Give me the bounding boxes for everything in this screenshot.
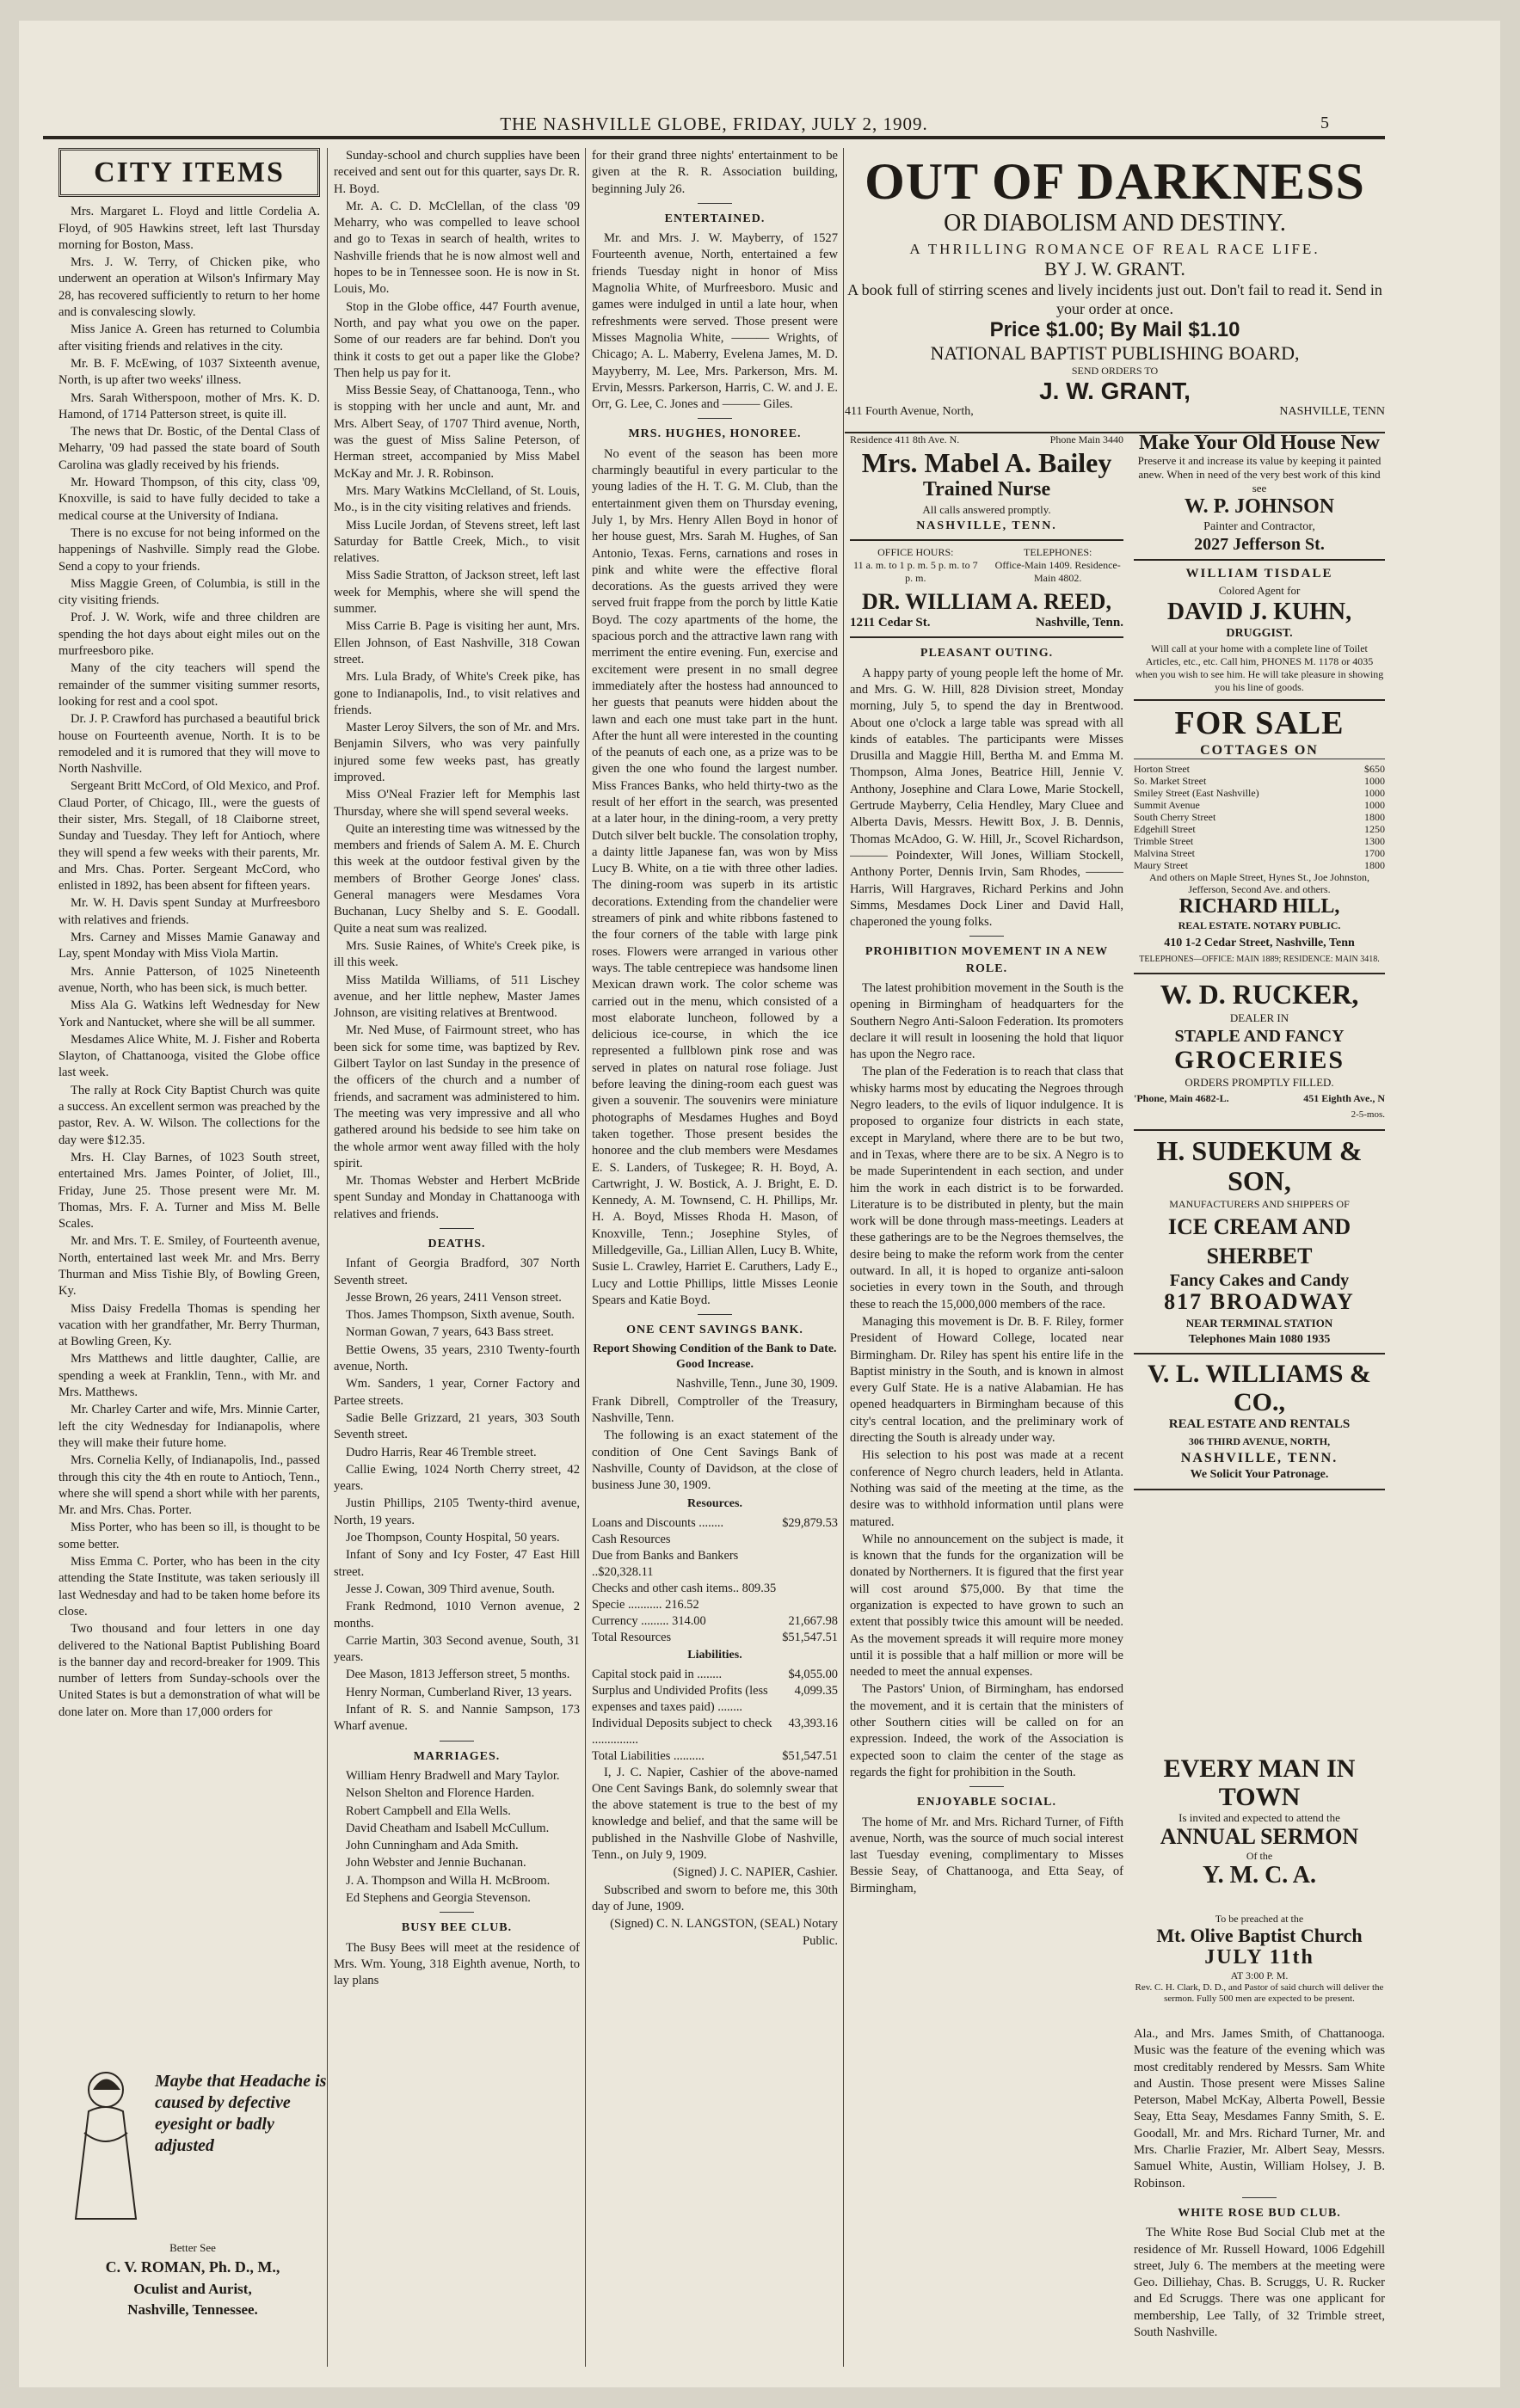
reed-tel: Office-Main 1409. Residence-Main 4802. xyxy=(994,559,1121,585)
williams-addr: 306 THIRD AVENUE, NORTH, xyxy=(1188,1434,1331,1447)
local-item: Miss Lucile Jordan, of Stevens street, left last Saturday for Battle Creek, Mich., to visit relatives. xyxy=(334,518,580,566)
local-item: Stop in the Globe office, 447 Fourth avenue, North, and pay what you owe on the paper. Some of our readers are far behind. Don't you think it costs to get out a paper like the Globe? Then help us pay for it. xyxy=(334,299,580,380)
house-name: W. P. JOHNSON xyxy=(1184,495,1335,519)
rucker-name: W. D. RUCKER, xyxy=(1160,979,1359,1010)
city-item: Miss Emma C. Porter, who has been in the city attending the State Institute, was taken seriously ill last Wednesday and had to be taken home before its close. xyxy=(58,1555,320,1619)
separator xyxy=(698,418,732,419)
marriages-list xyxy=(334,1768,580,1907)
book-address-row xyxy=(845,405,1385,419)
kuhn-trade: DRUGGIST. xyxy=(1226,627,1293,641)
death-notice: Dee Mason, 1813 Jefferson street, 5 months. xyxy=(346,1668,570,1682)
rucker-contact-row xyxy=(1134,1090,1385,1107)
listing-row-value: 1800 xyxy=(1364,858,1385,871)
masthead: THE NASHVILLE GLOBE, FRIDAY, JULY 2, 1909. xyxy=(500,114,928,134)
book-author: BY J. W. GRANT. xyxy=(1044,258,1185,280)
marriage-notice: John Webster and Jennie Buchanan. xyxy=(346,1856,526,1870)
column-three xyxy=(592,148,838,2367)
city-item: Miss Daisy Fredella Thomas is spending her vacation with her grandfather, Mr. Berry Thurman, at Bowling Green, Ky. xyxy=(58,1301,320,1349)
book-address: 411 Fourth Avenue, North, xyxy=(845,405,974,418)
article-paragraph: His selection to his post was made at a recent conference of Negro church leaders, held in Atlanta. Nothing was said of the meeting at the time, as the desire was to withhold information until plans were matured. xyxy=(850,1448,1123,1529)
busybee-text: The Busy Bees will meet at the residence of Mrs. Wm. Young, 318 Eighth avenue, North, to lay plans xyxy=(334,1940,580,1988)
local-item: Miss Carrie B. Page is visiting her aunt, Mrs. Ellen Johnson, of East Nashville, 318 Cowan street. xyxy=(334,619,580,666)
article-paragraph: Managing this movement is Dr. B. F. Riley, former President of Howard College, located near Birmingham. Dr. Riley has spent his entire life in the Baptist ministry in the South, and is known in almost every Gulf State. He is a native Alabamian. He has opened headquarters in Birmingham because of this city's central location, and the preliminary work of directing the South is already under way. xyxy=(850,1314,1123,1446)
prohibition-heading: PROHIBITION MOVEMENT IN A NEW ROLE. xyxy=(865,945,1109,975)
resource-row-value xyxy=(782,1581,838,1597)
listing-row-label: Smiley Street (East Nashville) xyxy=(1134,786,1259,799)
death-notice: Frank Redmond, 1010 Vernon avenue, 2 months. xyxy=(334,1600,580,1631)
listing-row-value: 1700 xyxy=(1364,846,1385,859)
bailey-role: Trained Nurse xyxy=(922,478,1051,501)
resource-row xyxy=(592,1597,838,1613)
book-send: SEND ORDERS TO xyxy=(1071,365,1159,377)
death-notice: Callie Ewing, 1024 North Cherry street, 42 years. xyxy=(334,1462,580,1494)
listing-row xyxy=(1134,835,1385,847)
article-paragraph: While no announcement on the subject is made, it is known that the funds for the organization will be donated by Northerners. It is figured that the first year will cost around $75,000. By that time the organization is expected to have grown to such an extent that possibly twice this amount will be needed. As the movement spreads it will require more money until it is possible that a half million or more will be needed to meet the annual expenses. xyxy=(850,1532,1123,1680)
roman-ad-title: Oculist and Aurist, xyxy=(133,2281,252,2297)
col3-lead: for their grand three nights' entertainment to be given at the R. R. Association building, beginning July 26. xyxy=(592,149,838,196)
roman-oculist-ad xyxy=(58,2064,327,2343)
city-item: Mesdames Alice White, M. J. Fisher and Roberta Slayton, of Chattanooga, visited the Globe office last week. xyxy=(58,1032,320,1080)
resource-row-label: Specie ........... 216.52 xyxy=(592,1597,699,1612)
city-item: The news that Dr. Bostic, of the Dental Class of Meharry, '09 had passed the state board of South Carolina was gladly received by his friends. xyxy=(58,425,320,472)
article-paragraph: The plan of the Federation is to reach that class that whisky harms most by educating the Negroes through Negro leaders, to the evils of liquor indulgence. It is proposed to organize four districts in each state, except in Maryland, where there are to be but two, and in Texas, where there are to be six. A Negro is to be made Superintendent in each section, and under him the work in each district is to be forwarded. Literature is to be distributed in plenty, but the main work will be done through mass-meetings. Leaders at these gatherings are to be the Negroes themselves, the desire being to make the reform work from the center outward. In all, it is hoped to organize anti-saloon societies in every town in the South, and through these to reach the 15,000,000 members of the race. xyxy=(850,1065,1123,1312)
listing-row-value: 1300 xyxy=(1364,834,1385,847)
listing-row xyxy=(1134,787,1385,799)
social-heading: ENJOYABLE SOCIAL. xyxy=(917,1796,1056,1809)
marriage-notice: William Henry Bradwell and Mary Taylor. xyxy=(346,1768,560,1783)
listings-note: And others on Maple Street, Hynes St., Joe Johnston, Jefferson, Second Ave. and others. xyxy=(1149,870,1369,895)
local-item: Mr. Thomas Webster and Herbert McBride spent Sunday and Monday in Chattanooga with relatives and friends. xyxy=(334,1174,580,1221)
liability-row-value: $51,547.51 xyxy=(782,1748,838,1763)
reed-ad xyxy=(850,541,1123,638)
sudekum-near: NEAR TERMINAL STATION xyxy=(1185,1316,1333,1330)
masthead-rule xyxy=(43,136,1385,139)
liability-row-label: Individual Deposits subject to check ............... xyxy=(592,1716,772,1747)
liability-row-label: Total Liabilities .......... xyxy=(592,1748,705,1763)
city-item: Miss Janice A. Green has returned to Columbia after visiting friends and relatives in the city. xyxy=(58,322,320,353)
book-tagline: A THRILLING ROMANCE OF REAL RACE LIFE. xyxy=(909,241,1320,257)
bank-report-title: Report Showing Condition of the Bank to Date. Good Increase. xyxy=(593,1342,837,1372)
ymca-church: Mt. Olive Baptist Church xyxy=(1156,1925,1363,1946)
book-subtitle: OR DIABOLISM AND DESTINY. xyxy=(944,210,1286,236)
ymca-ad xyxy=(1134,1754,1385,1913)
reed-address-row xyxy=(850,615,1123,631)
liabilities-heading: Liabilities. xyxy=(687,1648,742,1662)
city-item: Mrs. H. Clay Barnes, of 1023 South street, entertained Mrs. James Pointer, of Joliet, Ill., Friday, June 25. Those present were Mr. M. Thomas, Mrs. F. A. Turner and Miss M. Belle Scales. xyxy=(58,1150,320,1232)
roman-ad-name: C. V. ROMAN, Ph. D., M., xyxy=(105,2258,280,2276)
house-trade: Painter and Contractor, xyxy=(1203,519,1315,533)
death-notice: Justin Phillips, 2105 Twenty-third avenue, North, 19 years. xyxy=(334,1496,580,1527)
local-item: Sunday-school and church supplies have been received and sent out for this quarter, says Dr. R. H. Boyd. xyxy=(334,149,580,196)
listing-row-label: South Cherry Street xyxy=(1134,810,1216,823)
sudekum-ice: ICE CREAM AND SHERBET xyxy=(1167,1214,1351,1269)
resource-row-label: Currency ......... 314.00 xyxy=(592,1613,706,1628)
city-item: The rally at Rock City Baptist Church was quite a success. An excellent sermon was preached by the pastor, Rev. A. W. Wilson. The collections for the day were $12.35. xyxy=(58,1083,320,1147)
liability-row-value: 43,393.16 xyxy=(788,1716,838,1730)
cottages-label: COTTAGES ON xyxy=(1134,742,1385,759)
city-item: Prof. J. W. Work, wife and three children are spending the hot days about eight miles out on the murfreesboro pike. xyxy=(58,611,320,659)
listing-row xyxy=(1134,847,1385,859)
city-item: Two thousand and four letters in one day delivered to the National Baptist Publishing Board is the banner day and record-breaker for 1909. This number of letters from Sunday-schools over the United States is but a demonstration of what will be done later on. More than 17,000 orders for xyxy=(58,1622,320,1719)
hill-tel: TELEPHONES—OFFICE: MAIN 1889; RESIDENCE: MAIN 3418. xyxy=(1139,954,1380,964)
roman-ad-headline: Maybe that Headache is caused by defective eyesight or badly adjusted xyxy=(155,2072,327,2155)
social-text: The home of Mr. and Mrs. Richard Turner, of Fifth avenue, North, was the source of much social interest last Tuesday evening, complimentary to Misses Bessie Seay, of Chattanooga, and Etta Seay, of Birmingham, xyxy=(850,1815,1123,1895)
city-item: Mr. and Mrs. T. E. Smiley, of Fourteenth avenue, North, entertained last week Mr. and Mrs. Berry Thurman and Miss Tishie Bly, of Bowling Green, Ky. xyxy=(58,1234,320,1299)
book-price: Price $1.00; By Mail $1.10 xyxy=(989,318,1240,341)
resource-row-label: Due from Banks and Bankers ..$20,328.11 xyxy=(592,1548,739,1579)
city-item: Sergeant Britt McCord, of Old Mexico, and Prof. Claud Porter, of Chicago, Ill., were the guests of their sister, Mrs. Stegall, of 18 Claiborne street, Sunday and Tuesday. They left for Antioch, where they will spend a few weeks with their parents, Mr. and Mrs. Chas. Porter. Sergeant McCord, who enlisted in 1892, has been absent for fifteen years. xyxy=(58,779,320,894)
resource-row xyxy=(592,1515,838,1532)
city-item: Many of the city teachers will spend the remainder of the summer visiting summer resorts, looking for rest and a cool spot. xyxy=(58,661,320,709)
separator xyxy=(698,1314,732,1315)
resource-row xyxy=(592,1630,838,1646)
marriage-notice: J. A. Thompson and Willa H. McBroom. xyxy=(346,1873,551,1888)
rucker-ad xyxy=(1134,974,1385,1130)
ymca-annual: ANNUAL SERMON xyxy=(1160,1824,1359,1849)
rucker-note: ORDERS PROMPTLY FILLED. xyxy=(1185,1075,1334,1089)
article-paragraph: The latest prohibition movement in the South is the opening in Birmingham of headquarters for the Southern Negro Anti-Saloon Federation. Its promoters declare it will result in loosening the hold that liquor has upon the Negro race. xyxy=(850,981,1123,1062)
marriage-notice: Robert Campbell and Ella Wells. xyxy=(346,1803,511,1818)
local-item: Mr. A. C. D. McClellan, of the class '09 Meharry, who was compelled to leave school and go to Texas in search of health, writes to Nashville friends that he is now almost well and hopes to be in Tennessee soon. He is now in St. Louis, Mo. xyxy=(334,199,580,297)
marriage-notice: David Cheatham and Isabell McCullum. xyxy=(346,1821,550,1835)
city-items-list xyxy=(58,204,320,1721)
prohibition-article xyxy=(850,980,1123,1781)
bailey-phone: Phone Main 3440 xyxy=(1049,433,1123,445)
death-notice: Norman Gowan, 7 years, 643 Bass street. xyxy=(346,1325,554,1340)
roman-ad-place: Nashville, Tennessee. xyxy=(127,2301,258,2318)
death-notice: Carrie Martin, 303 Second avenue, South, 31 years. xyxy=(334,1633,580,1665)
book-agent: J. W. GRANT, xyxy=(1039,378,1191,404)
resources-heading: Resources. xyxy=(687,1496,742,1510)
resource-row-label: Loans and Discounts ........ xyxy=(592,1515,724,1530)
liability-row-label: Surplus and Undivided Profits (less expenses and taxes paid) ........ xyxy=(592,1683,768,1714)
death-notice: Sadie Belle Grizzard, 21 years, 303 South Seventh street. xyxy=(334,1410,580,1442)
bailey-city: NASHVILLE, TENN. xyxy=(916,519,1057,533)
column-rule xyxy=(843,148,844,2367)
williams-trade: REAL ESTATE AND RENTALS xyxy=(1168,1417,1351,1432)
reed-city: Nashville, Tenn. xyxy=(1035,616,1123,630)
death-notice: Thos. James Thompson, Sixth avenue, South. xyxy=(346,1308,575,1323)
house-addr: 2027 Jefferson St. xyxy=(1194,535,1325,555)
woman-illustration-icon xyxy=(58,2064,153,2227)
outing-text: A happy party of young people left the home of Mr. and Mrs. G. W. Hill, 828 Division street, Monday morning, July 5, to spend the day in Brentwood. About one o'clock a large table was spread with all kinds of eatables. The participants were Misses Drusilla and Maggie Hill, Bertha M. and Emma M. Thompson, Alma Jones, Beatrice Hill, Jennie V. Anthony, Josephine and Clara Lowe, Marie Stockell, Gertrude Mayberry, Celia Hendley, Mary Cluee and Alberta Davis, Messrs. Hewitt Box, J. B. Dennis, Thomas McAdoo, G. W. Hill, Jr., Scovel Richardson, ——— Poindexter, Will Jones, William Stockell, Anthony Porter, Dennis Irvin, Sam Rhodes, ——— Harris, Will Hargraves, Richard Perkins and John Simms, Mesdames Dock Liner and David Hall, chaperoned the young folks. xyxy=(850,666,1123,930)
col2-items xyxy=(334,148,580,1223)
bank-dateline: Nashville, Tenn., June 30, 1909. xyxy=(675,1377,838,1391)
resource-row-value: 21,667.98 xyxy=(788,1613,838,1628)
listing-row xyxy=(1134,763,1385,775)
bailey-ad xyxy=(850,427,1123,541)
hill-ad xyxy=(1134,701,1385,974)
kuhn-name: DAVID J. KUHN, xyxy=(1166,598,1352,625)
death-notice: Jesse Brown, 26 years, 2411 Venson street. xyxy=(346,1290,562,1305)
liability-row xyxy=(592,1716,838,1748)
busybee-heading: BUSY BEE CLUB. xyxy=(401,1921,513,1935)
sudekum-addr: 817 BROADWAY xyxy=(1164,1289,1355,1315)
city-item: Mr. W. H. Davis spent Sunday at Murfreesboro with relatives and friends. xyxy=(58,896,320,927)
separator xyxy=(698,203,732,204)
listing-row-value: 1000 xyxy=(1364,786,1385,799)
williams-note: We Solicit Your Patronage. xyxy=(1190,1468,1329,1482)
hill-name: RICHARD HILL, xyxy=(1178,894,1340,918)
book-pitch: A book full of stirring scenes and lively incidents just out. Don't fail to read it. Send in your order at once. xyxy=(847,281,1382,317)
liability-row xyxy=(592,1683,838,1716)
bank-sworn: Subscribed and sworn to before me, this 30th day of June, 1909. xyxy=(592,1883,838,1914)
roman-ad-see: Better See xyxy=(169,2241,216,2254)
resources-table xyxy=(592,1515,838,1646)
death-notice: Infant of Georgia Bradford, 307 North Seventh street. xyxy=(334,1256,580,1287)
rucker-hours: 2-5-mos. xyxy=(1351,1109,1385,1121)
house-title: Make Your Old House New xyxy=(1138,432,1380,454)
separator xyxy=(1242,2197,1277,2198)
city-item: Mrs Matthews and little daughter, Callie, are spending a week at Franklin, Tenn., with Mr. and Mrs. Matthews. xyxy=(58,1352,320,1400)
hughes-text: No event of the season has been more charmingly beautiful in every particular to the young ladies of the H. T. G. M. Club, than the entertainment given them on Thursday evening, July 1, by Mrs. Henry Allen Boyd in honor of her house guest, Mrs. Sarah M. Hughes, of San Antonio, Texas. Ferns, carnations and roses in pink and white were the effective floral decorations. As the guests arrived they were served fruit frappe from the porch by little Katie Boyd. The cozy apartments of the home, the spacious porch and the attractive lawn rang with merriment the entire evening. Fun, exercise and excitement were present in no small degree immediately after the hostess had announced to her guests that peanuts were hidden about the lawn and each one must take part in the hunt. After the hunt all were interested in the counting of the peanuts of each one, as a prize was to be given the one who found the largest number. Miss Frances Banks, who held thirty-two as the result of her effort in the search, was presented at a later hour, in the dining-room, a very pretty Dutch silver belt buckle. The consolation trophy, a dainty little Japanese fan, was won by Miss Lucy B. White, on a tie with three other ladies. The dining-room was superb in its artistic decorations. Extending from the chandelier were streamers of pink and white ribbons fastened to the four corners of the table with large pink roses. Flowers were arranged in various other ways. The table centrepiece was handsome linen Mexican drawn work. The color scheme was carried out in the menu, which consisted of a most elaborate luncheon, followed by a delicious ice-course, in which the ice represented a fullblown pink rose and was served in plates on natural rose foliage. Just before leaving the dining-room each guest was given a souvenir. The souvenirs were miniature photographs of Mesdames Hughes and Boyd taken together. Those present besides the honoree and the club members were Mesdames E. S. Landers, of Tuskegee; R. H. Boyd, A. Cartwright, J. W. Bostick, A. J. Bright, E. D. Kennedy, A. M. Townsend, C. H. Phillips, Mr. H. A. Boyd, Misses Rhoda H. Mason, of Knoxville, Tenn.; Josephine Styles, of Milledgeville, Ga., Lillian Allen, Lucy B. White, Susie L. Crawley, Harriet E. Caruthers, Lady E., Lucy and Lottie Phillips, little Misses Leonie Spears and Katie Boyd. xyxy=(592,446,838,1307)
forsale-title: FOR SALE xyxy=(1174,704,1345,741)
listing-row-value: $650 xyxy=(1364,762,1385,775)
rucker-dealer: DEALER IN xyxy=(1229,1011,1289,1025)
listing-row-value: 1000 xyxy=(1364,798,1385,811)
marriage-notice: John Cunningham and Ada Smith. xyxy=(346,1839,519,1853)
reed-hours-label: OFFICE HOURS: xyxy=(877,546,954,559)
tisdale-role: Colored Agent for xyxy=(1218,584,1301,598)
reed-info xyxy=(850,546,1123,585)
liability-row xyxy=(592,1748,838,1765)
deaths-heading: DEATHS. xyxy=(428,1238,486,1250)
resource-row-label: Total Resources xyxy=(592,1630,672,1644)
listing-row-label: Horton Street xyxy=(1134,762,1190,775)
column-five-ads xyxy=(1134,427,1385,1751)
local-item: Master Leroy Silvers, the son of Mr. and Mrs. Benjamin Silvers, who was very painfully injured some few weeks past, has greatly improved. xyxy=(334,721,580,784)
rucker-line: STAPLE AND FANCY xyxy=(1174,1026,1345,1046)
listing-row xyxy=(1134,811,1385,823)
resource-row-label: Cash Resources xyxy=(592,1532,671,1546)
page-number: 5 xyxy=(1320,114,1329,132)
marriage-notice: Ed Stephens and Georgia Stevenson. xyxy=(346,1890,531,1905)
tisdale-name: WILLIAM TISDALE xyxy=(1185,567,1333,581)
williams-name: V. L. WILLIAMS & CO., xyxy=(1148,1360,1371,1417)
liability-row-value: 4,099.35 xyxy=(794,1683,838,1698)
resource-row xyxy=(592,1581,838,1597)
city-item: Miss Porter, who has been so ill, is thought to be some better. xyxy=(58,1520,320,1551)
ymca-date: JULY 11th xyxy=(1204,1946,1314,1969)
separator xyxy=(440,1912,474,1913)
outing-heading: PLEASANT OUTING. xyxy=(920,647,1054,660)
sudekum-tel: Telephones Main 1080 1935 xyxy=(1188,1333,1331,1347)
marriage-notice: Nelson Shelton and Florence Harden. xyxy=(346,1786,535,1801)
liability-row-value: $4,055.00 xyxy=(788,1667,838,1681)
bank-heading: ONE CENT SAVINGS BANK. xyxy=(626,1324,803,1337)
deaths-list xyxy=(334,1256,580,1735)
out-of-darkness-ad xyxy=(845,148,1385,433)
bank-signed: (Signed) J. C. NAPIER, Cashier. xyxy=(673,1865,838,1880)
city-item: Mrs. J. W. Terry, of Chicken pike, who underwent an operation at Wilson's Infirmary May 28, has recovered sufficiently to return to her home and is convalescing slowly. xyxy=(58,255,320,320)
listing-row-label: Maury Street xyxy=(1134,858,1188,871)
death-notice: Infant of R. S. and Nannie Sampson, 173 Wharf avenue. xyxy=(334,1703,580,1734)
hill-trade: REAL ESTATE. NOTARY PUBLIC. xyxy=(1178,919,1341,932)
listing-row-label: Edgehill Street xyxy=(1134,822,1196,835)
liabilities-table xyxy=(592,1667,838,1765)
sudekum-trade: MANUFACTURERS AND SHIPPERS OF xyxy=(1169,1197,1350,1210)
separator xyxy=(440,1228,474,1229)
article-paragraph: The Pastors' Union, of Birmingham, has endorsed the movement, and it is certain that the ministers of other Southern cities will be called on for an expression. Indeed, the work of the Association is expected soon to claim the center of the stage as regards the fight for prohibition in the South. xyxy=(850,1682,1123,1779)
resource-row xyxy=(592,1548,838,1581)
rucker-addr: 451 Eighth Ave., N xyxy=(1303,1091,1385,1104)
bailey-contact-row xyxy=(850,432,1123,448)
local-item: Mrs. Susie Raines, of White's Creek pike, is ill this week. xyxy=(334,938,580,970)
local-item: Mr. Ned Muse, of Fairmount street, who has been sick for some time, was baptized by Rev. Gilbert Taylor on last Sunday in the presence of the officers of the church and a number of friends, and sacrament was administered to him. The meeting was very impressive and all who gathered around his bedside to see him take on the whole armor went away filled with the holy spirit. xyxy=(334,1023,580,1170)
ymca-time: AT 3:00 P. M. xyxy=(1230,1969,1289,1981)
city-item: Mr. Howard Thompson, of this city, class '09, Knoxville, is said to have fully decided to take a medical course at the University of Indiana. xyxy=(58,476,320,523)
death-notice: Joe Thompson, County Hospital, 50 years. xyxy=(346,1531,560,1545)
column-two xyxy=(334,148,580,2367)
ymca-every: EVERY MAN IN TOWN xyxy=(1163,1754,1356,1811)
local-item: Mrs. Lula Brady, of White's Creek pike, has gone to Indianapolis, Ind., to visit relatives and friends. xyxy=(334,670,580,717)
bank-address: Frank Dibrell, Comptroller of the Treasury, Nashville, Tenn. xyxy=(592,1394,838,1426)
city-item: Mrs. Carney and Misses Mamie Ganaway and Lay, spent Monday with Miss Viola Martin. xyxy=(58,931,320,961)
local-item: Miss Sadie Stratton, of Jackson street, left last week for Memphis, where she will spend the summer. xyxy=(334,568,580,617)
column-city-items xyxy=(58,148,320,2064)
resource-row-value xyxy=(782,1532,838,1548)
book-title: OUT OF DARKNESS xyxy=(865,153,1365,210)
sudekum-ad xyxy=(1134,1131,1385,1355)
listing-row-value: 1250 xyxy=(1364,822,1385,835)
resource-row-value xyxy=(782,1548,838,1581)
column-rule xyxy=(585,148,586,2367)
column-five-bottom xyxy=(1134,2026,1385,2367)
resource-row-label: Checks and other cash items.. 809.35 xyxy=(592,1581,777,1595)
sudekum-name: H. SUDEKUM & SON, xyxy=(1156,1134,1363,1196)
city-items-heading: CITY ITEMS xyxy=(94,157,285,188)
ymca-of: Of the xyxy=(1246,1849,1273,1862)
listing-row xyxy=(1134,799,1385,811)
kuhn-ad xyxy=(1134,561,1385,701)
reed-tel-label: TELEPHONES: xyxy=(1024,546,1092,559)
city-item: There is no excuse for not being informed on the happenings of Nashville. Simply read the Globe. Send a copy to your friends. xyxy=(58,525,320,574)
hughes-heading: MRS. HUGHES, HONOREE. xyxy=(628,427,802,441)
bailey-residence: Residence 411 8th Ave. N. xyxy=(850,433,960,445)
separator xyxy=(440,1741,474,1742)
local-item: Miss O'Neal Frazier left for Memphis last Thursday, where she will spend several weeks. xyxy=(334,788,580,819)
reed-name: DR. WILLIAM A. REED, xyxy=(862,589,1111,615)
reed-hours: 11 a. m. to 1 p. m. 5 p. m. to 7 p. m. xyxy=(853,559,978,585)
book-publisher: NATIONAL BAPTIST PUBLISHING BOARD, xyxy=(930,342,1300,364)
city-item: Miss Maggie Green, of Columbia, is still in the city visiting friends. xyxy=(58,576,320,608)
williams-ad xyxy=(1134,1354,1385,1490)
bank-oath: I, J. C. Napier, Cashier of the above-named One Cent Savings Bank, do solemnly swear that the above statement is true to the best of my knowledge and belief, and that the same will be published in the Nashville Globe of Nashville, Tenn., on July 9, 1909. xyxy=(592,1765,838,1863)
local-item: Miss Matilda Williams, of 511 Lischey avenue, and her little nephew, Master James Johnson, are visiting relatives at Brentwood. xyxy=(334,973,580,1021)
bank-intro: The following is an exact statement of the condition of One Cent Savings Bank of Nashville, County of Davidson, at the close of business June 30, 1909. xyxy=(592,1428,838,1493)
entertained-text: Mr. and Mrs. J. W. Mayberry, of 1527 Fourteenth avenue, North, entertained a few friends Tuesday night in honor of Miss Magnolia White, of Murfreesboro. Music and games were indulged in until a late hour, when refreshments were served. Those present were Misses Magnolia White, ——— Wrights, of Chicago; A. L. Maberry, Evelena James, M. D. Mayyberry, M. Lee, Mrs. Parkerson, Mrs. M. Ervin, Messrs. Parkerson, Harris, C. W. and J. E. Orr, G. Lee, C. Jones and ——— Giles. xyxy=(592,231,838,412)
city-item: Mrs. Cornelia Kelly, of Indianapolis, Ind., passed through this city the 4th en route to Antioch, Tenn., where she will spend a short while with her parents, Mr. and Mrs. Chas. Porter. xyxy=(58,1453,320,1518)
resource-row-value: $51,547.51 xyxy=(782,1630,838,1644)
death-notice: Wm. Sanders, 1 year, Corner Factory and Partee streets. xyxy=(334,1377,580,1408)
liability-row-label: Capital stock paid in ........ xyxy=(592,1667,723,1681)
whiterose-heading: WHITE ROSE BUD CLUB. xyxy=(1178,2206,1341,2220)
listings-table xyxy=(1134,763,1385,871)
separator xyxy=(969,1786,1004,1787)
city-item: Mrs. Annie Patterson, of 1025 Nineteenth avenue, North, who has been sick, is much better. xyxy=(58,964,320,995)
ymca-invited: Is invited and expected to attend the xyxy=(1178,1811,1340,1824)
death-notice: Infant of Sony and Icy Foster, 47 East Hill street. xyxy=(334,1548,580,1579)
city-item: Mrs. Margaret L. Floyd and little Cordelia A. Floyd, of 905 Hawkins street, left last Thursday morning for Boston, Mass. xyxy=(58,205,320,252)
bank-notary: (Signed) C. N. LANGSTON, (SEAL) Notary Public. xyxy=(610,1917,838,1948)
rucker-phone: 'Phone, Main 4682-L. xyxy=(1134,1091,1229,1104)
death-notice: Dudro Harris, Rear 46 Tremble street. xyxy=(346,1445,537,1459)
listing-row-label: So. Market Street xyxy=(1134,774,1207,787)
sudekum-cakes: Fancy Cakes and Candy xyxy=(1169,1271,1350,1291)
entertained-heading: ENTERTAINED. xyxy=(664,212,766,225)
resource-row-value xyxy=(782,1597,838,1613)
death-notice: Jesse J. Cowan, 309 Third avenue, South. xyxy=(346,1582,555,1596)
local-item: Mrs. Mary Watkins McClelland, of St. Louis, Mo., is in the city visiting relatives and friends. xyxy=(334,483,580,515)
city-item: Dr. J. P. Crawford has purchased a beautiful brick house on Fourteenth avenue, North. It is to be remodeled and it is rumored that they will move to North Nashville. xyxy=(58,712,320,777)
listing-row xyxy=(1134,823,1385,835)
resource-row xyxy=(592,1532,838,1548)
ymca-name: Y. M. C. A. xyxy=(1203,1861,1316,1889)
whiterose-text: The White Rose Bud Social Club met at the residence of Mr. Russell Howard, 1006 Edgehill street, July 6. The members at the meeting were Geo. Dilliehay, Chas. B. Scruggs, U. R. Rucker and Ed Scruggs. There was one applicant for membership, Lee Tally, of 32 Trimble street, South Nashville. xyxy=(1134,2226,1385,2340)
listing-row-value: 1800 xyxy=(1364,810,1385,823)
city-item: Mrs. Sarah Witherspoon, mother of Mrs. K. D. Hamond, of 1714 Patterson street, is quite ill. xyxy=(58,390,320,421)
listing-row-value: 1000 xyxy=(1364,774,1385,787)
ymca-ad-lower xyxy=(1134,1913,1385,2023)
listing-row-label: Trimble Street xyxy=(1134,834,1194,847)
listing-row xyxy=(1134,775,1385,787)
williams-city: NASHVILLE, TENN. xyxy=(1180,1450,1338,1465)
johnson-ad xyxy=(1134,427,1385,561)
resource-row xyxy=(592,1613,838,1630)
column-rule xyxy=(327,148,328,2367)
city-item: Mr. B. F. McEwing, of 1037 Sixteenth avenue, North, is up after two weeks' illness. xyxy=(58,356,320,388)
local-item: Miss Bessie Seay, of Chattanooga, Tenn., who is stopping with her uncle and aunt, Mr. and Mrs. Albert Seay, of 1707 Third avenue, North, was the guest of Miss Saline Peterson, of Herman street, accompanied by Miss Mabel McKay and Mr. J. R. Robinson. xyxy=(334,384,580,481)
death-notice: Bettie Owens, 35 years, 2310 Twenty-fourth avenue, North. xyxy=(334,1342,580,1374)
resource-row-value: $29,879.53 xyxy=(782,1515,838,1530)
listing-row xyxy=(1134,859,1385,871)
city-item: Miss Ala G. Watkins left Wednesday for New York and Nantucket, where she will be all summer. xyxy=(58,998,320,1029)
city-items-header xyxy=(58,148,320,197)
book-city: NASHVILLE, TENN xyxy=(1279,405,1385,418)
death-notice: Henry Norman, Cumberland River, 13 years. xyxy=(346,1685,572,1699)
local-item: Quite an interesting time was witnessed by the members and friends of Salem A. M. E. Church this week at the outdoor festival given by the members of Brother George Jones' class. General managers were Mesdames Vora Buchanan, Lucy Shelby and S. E. Goodall. Quite a neat sum was realized. xyxy=(334,821,580,936)
listing-row-label: Summit Avenue xyxy=(1134,798,1200,811)
ymca-preached: To be preached at the xyxy=(1215,1913,1304,1925)
listing-row-label: Malvina Street xyxy=(1134,846,1195,859)
kuhn-text: Will call at your home with a complete line of Toilet Articles, etc., etc. Call him, PHONES M. 1178 or 4035 when you wish to see him. He will take pleasure in showing you his line of goods. xyxy=(1135,642,1384,693)
liability-row xyxy=(592,1667,838,1683)
social-continued: Ala., and Mrs. James Smith, of Chattanooga. Music was the feature of the evening which was most creditably rendered by Messrs. Sam White and Austin. Those present were Misses Saline Peterson, Mabel McKay, Alberta Powell, Bessie Seay, Etta Seay, Mesdames Fanny Smith, S. E. Goodall, Mr. and Mrs. Richard Turner, Mr. and Mrs. Charlie Frazier, Mr. Albert Seay, Messrs. Samuel White, Austin, William Holsey, J. B. Robinson. xyxy=(1134,2027,1385,2190)
city-item: Mr. Charley Carter and wife, Mrs. Minnie Carter, left the city Wednesday for Indianapolis, where they will make their future home. xyxy=(58,1403,320,1450)
hill-addr: 410 1-2 Cedar Street, Nashville, Tenn xyxy=(1164,936,1355,949)
house-text: Preserve it and increase its value by keeping it painted anew. When in need of the very best work of this kind see xyxy=(1137,454,1382,495)
bailey-note: All calls answered promptly. xyxy=(922,502,1051,516)
bailey-name: Mrs. Mabel A. Bailey xyxy=(861,447,1112,479)
reed-address: 1211 Cedar St. xyxy=(850,616,931,630)
column-four xyxy=(850,427,1123,2367)
right-section xyxy=(845,148,1385,433)
ymca-note: Rev. C. H. Clark, D. D., and Pastor of said church will deliver the sermon. Fully 500 men are expected to be present. xyxy=(1135,1981,1384,2004)
marriages-heading: MARRIAGES. xyxy=(413,1749,501,1763)
rucker-goods: GROCERIES xyxy=(1173,1045,1345,1074)
separator xyxy=(969,936,1004,937)
